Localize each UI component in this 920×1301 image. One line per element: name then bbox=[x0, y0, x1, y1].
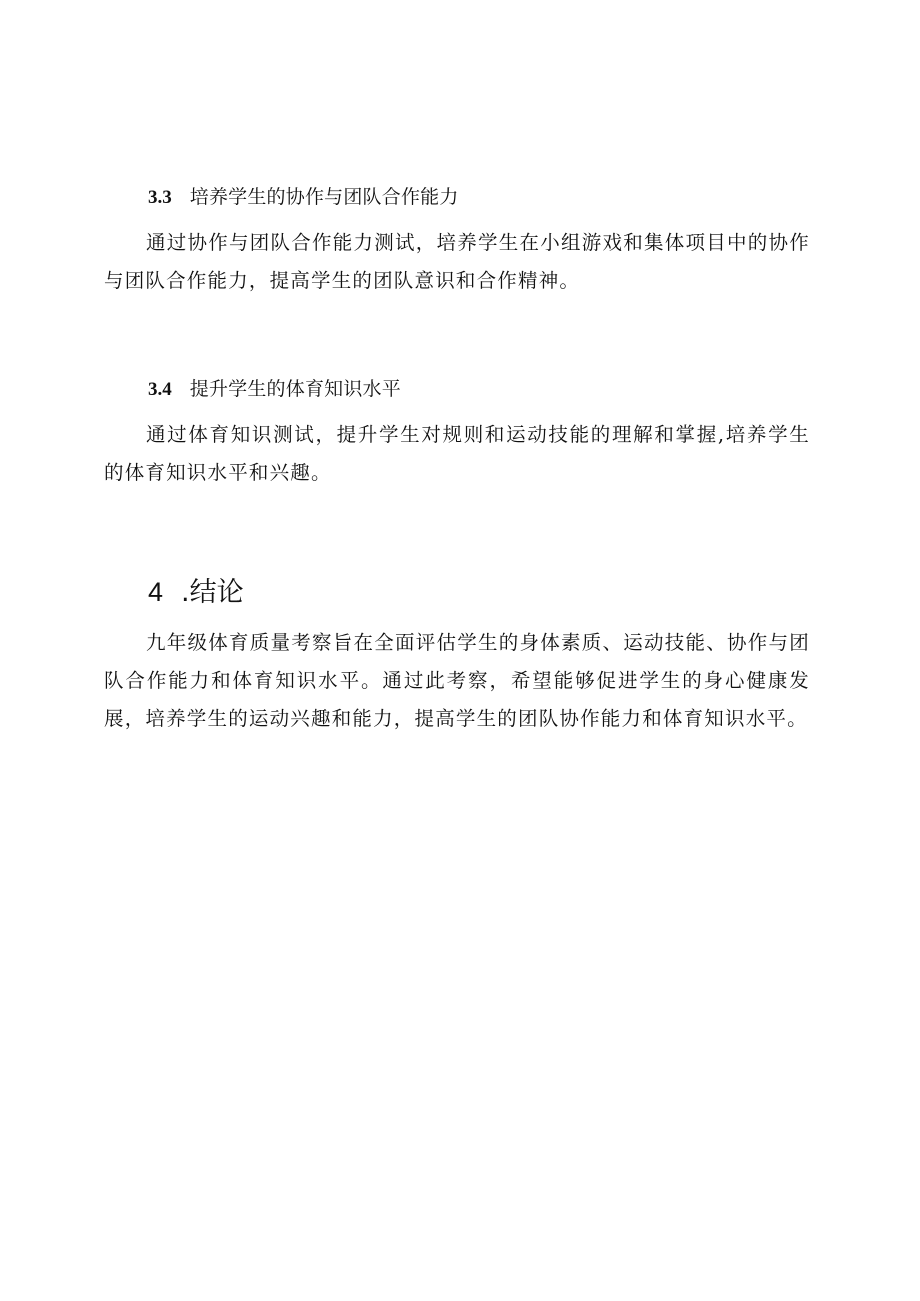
conclusion-title: .结论 bbox=[181, 577, 244, 608]
section-heading bbox=[104, 374, 810, 404]
section-3-3 bbox=[104, 182, 810, 300]
conclusion-body: 九年级体育质量考察旨在全面评估学生的身体素质、运动技能、协作与团队合作能力和体育知识水平。通过此考察，希望能够促进学生的身心健康发展，培养学生的运动兴趣和能力，提高学生的团队协作能力和体育知识水平。 bbox=[104, 631, 810, 730]
section-heading bbox=[104, 182, 810, 212]
section-3-4 bbox=[104, 374, 810, 492]
section-body: 通过体育知识测试，提升学生对规则和运动技能的理解和掌握,培养学生的体育知识水平和兴趣。 bbox=[104, 423, 810, 484]
section-number: 3.4 bbox=[148, 379, 172, 400]
conclusion-heading bbox=[104, 572, 810, 612]
section-title: 提升学生的体育知识水平 bbox=[189, 378, 401, 400]
section-title: 培养学生的协作与团队合作能力 bbox=[189, 186, 459, 208]
section-body: 通过协作与团队合作能力测试，培养学生在小组游戏和集体项目中的协作与团队合作能力，提高学生的团队意识和合作精神。 bbox=[104, 231, 810, 292]
section-number: 3.3 bbox=[148, 187, 172, 208]
section-conclusion bbox=[104, 572, 810, 738]
conclusion-number: 4 bbox=[148, 577, 164, 607]
